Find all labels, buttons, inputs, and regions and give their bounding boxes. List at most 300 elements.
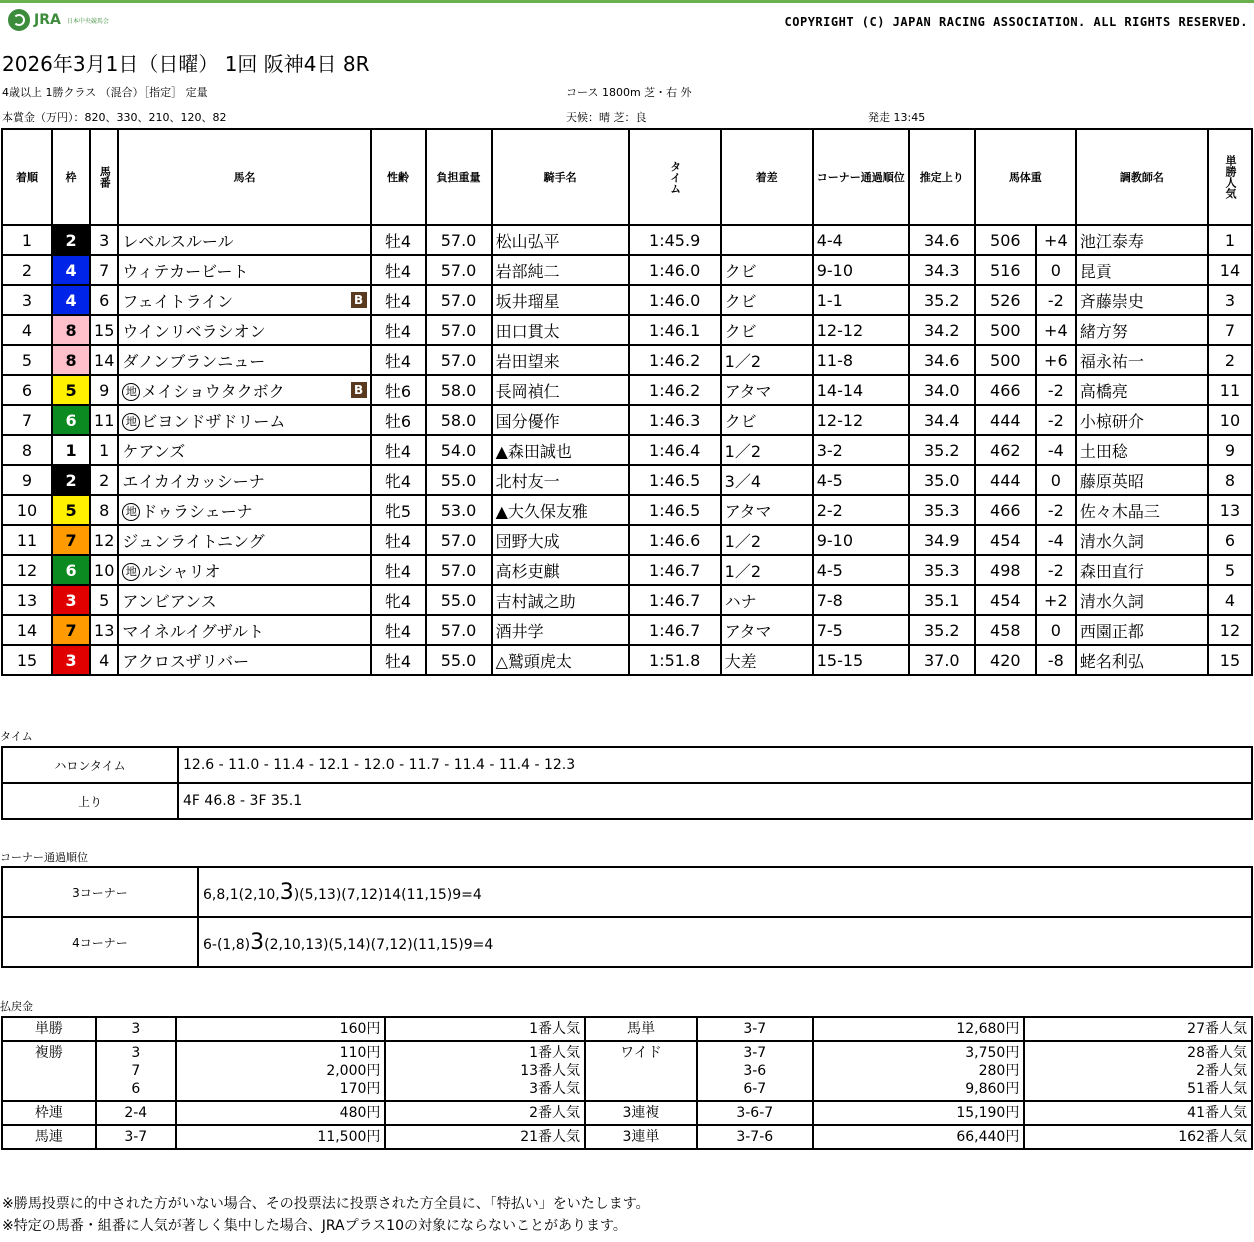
body-weight: 420 xyxy=(975,645,1036,675)
trainer-name[interactable]: 昆貢 xyxy=(1076,255,1208,285)
last-3f: 35.2 xyxy=(909,615,975,645)
trainer-name[interactable]: 高橋亮 xyxy=(1076,375,1208,405)
win-popularity: 6 xyxy=(1208,525,1252,555)
wakuren-combo: 2-4 xyxy=(96,1101,176,1125)
margin: クビ xyxy=(721,405,813,435)
trainer-name[interactable]: 緒方努 xyxy=(1076,315,1208,345)
body-weight-diff: -2 xyxy=(1036,495,1076,525)
sex-age: 牝5 xyxy=(371,495,426,525)
last-3f: 35.3 xyxy=(909,495,975,525)
corner-positions: 12-12 xyxy=(813,315,909,345)
horse-name[interactable]: メイショウタクボク xyxy=(141,381,285,401)
corner-positions: 11-8 xyxy=(813,345,909,375)
result-row xyxy=(2,615,1252,645)
col-header-sex: 性齢 xyxy=(371,129,426,225)
horse-number: 9 xyxy=(90,375,118,405)
jockey-name[interactable]: 団野大成 xyxy=(492,525,629,555)
body-weight: 500 xyxy=(975,345,1036,375)
result-row xyxy=(2,555,1252,585)
horse-name[interactable]: フェイトライン xyxy=(122,291,234,311)
race-weather: 天候：晴 芝：良 xyxy=(566,111,647,124)
margin: アタマ xyxy=(721,495,813,525)
corner-positions: 4-5 xyxy=(813,465,909,495)
corner4-leader: 3 xyxy=(250,929,265,955)
last-3f: 35.2 xyxy=(909,285,975,315)
corner-positions: 2-2 xyxy=(813,495,909,525)
result-row xyxy=(2,405,1252,435)
last-3f: 35.3 xyxy=(909,555,975,585)
umatan-pop: 27番人気 xyxy=(1024,1017,1252,1041)
last-3f: 35.0 xyxy=(909,465,975,495)
carried-weight: 57.0 xyxy=(426,555,492,585)
horse-name-cell xyxy=(118,525,370,555)
waku-number: 3 xyxy=(52,585,90,615)
tansho-combo: 3 xyxy=(96,1017,176,1041)
horse-name[interactable]: アクロスザリバー xyxy=(122,651,250,671)
carried-weight: 53.0 xyxy=(426,495,492,525)
win-popularity: 15 xyxy=(1208,645,1252,675)
horse-number: 6 xyxy=(90,285,118,315)
jockey-name[interactable]: 田口貫太 xyxy=(492,315,629,345)
horse-name[interactable]: マイネルイグザルト xyxy=(122,621,264,641)
horse-name-cell xyxy=(118,225,370,255)
finish-time: 1:45.9 xyxy=(629,225,721,255)
sanrentan-amount: 66,440円 xyxy=(813,1125,1025,1149)
horse-number: 4 xyxy=(90,645,118,675)
corner3-order: 6,8,1(2,10,3)(5,13)(7,12)14(11,15)9=4 xyxy=(198,867,1252,917)
finish-time: 1:46.5 xyxy=(629,495,721,525)
corner-positions: 7-8 xyxy=(813,585,909,615)
umaren-pop: 21番人気 xyxy=(385,1125,585,1149)
horse-name[interactable]: ジュンライトニング xyxy=(122,531,265,551)
margin: クビ xyxy=(721,255,813,285)
horse-name[interactable]: アンビアンス xyxy=(122,591,217,611)
jockey-name[interactable]: 酒井学 xyxy=(492,615,629,645)
margin: クビ xyxy=(721,285,813,315)
race-prize: 本賞金（万円）：820、330、210、120、82 xyxy=(2,111,227,124)
horse-name[interactable]: ケアンズ xyxy=(122,441,186,461)
last-3f: 34.6 xyxy=(909,225,975,255)
carried-weight: 57.0 xyxy=(426,285,492,315)
jra-logo[interactable] xyxy=(8,9,109,31)
payout-heading: 払戻金 xyxy=(0,1000,33,1013)
win-popularity: 2 xyxy=(1208,345,1252,375)
horse-name-cell xyxy=(118,315,370,345)
horse-name-cell xyxy=(118,645,370,675)
horse-name-cell xyxy=(118,345,370,375)
note-tokubarai: ※勝馬投票に的中された方がいない場合、その投票法に投票された方全員に、「特払い」をいたします。 xyxy=(2,1196,650,1212)
finish-position: 12 xyxy=(2,555,52,585)
finish-time: 1:46.0 xyxy=(629,285,721,315)
col-header-bodyweight: 馬体重 xyxy=(975,129,1076,225)
body-weight: 526 xyxy=(975,285,1036,315)
win-popularity: 4 xyxy=(1208,585,1252,615)
race-start-time: 発走 13:45 xyxy=(868,111,926,124)
waku-number: 8 xyxy=(52,315,90,345)
finish-position: 11 xyxy=(2,525,52,555)
local-horse-icon: 地 xyxy=(122,503,140,521)
result-row xyxy=(2,465,1252,495)
horse-number: 14 xyxy=(90,345,118,375)
margin: ハナ xyxy=(721,585,813,615)
col-header-weight: 負担重量 xyxy=(426,129,492,225)
body-weight: 498 xyxy=(975,555,1036,585)
horse-name-cell xyxy=(118,495,370,525)
jockey-name[interactable]: 長岡禎仁 xyxy=(492,375,629,405)
finish-time: 1:46.6 xyxy=(629,525,721,555)
time-table xyxy=(1,746,1253,820)
horse-name-cell xyxy=(118,255,370,285)
trainer-name[interactable]: 福永祐一 xyxy=(1076,345,1208,375)
finish-position: 4 xyxy=(2,315,52,345)
waku-number: 4 xyxy=(52,255,90,285)
waku-number: 6 xyxy=(52,555,90,585)
corner-positions: 12-12 xyxy=(813,405,909,435)
horse-name[interactable]: ダノンブランニュー xyxy=(122,351,266,371)
last-3f: 34.0 xyxy=(909,375,975,405)
jockey-name[interactable]: ▲大久保友雅 xyxy=(492,495,629,525)
results-table xyxy=(1,128,1253,676)
jockey-name[interactable]: 岩部純二 xyxy=(492,255,629,285)
horse-name[interactable]: ウインリベラシオン xyxy=(122,321,266,341)
jockey-name[interactable]: 高杉吏麒 xyxy=(492,555,629,585)
sex-age: 牡4 xyxy=(371,345,426,375)
body-weight-diff: -2 xyxy=(1036,555,1076,585)
win-popularity: 10 xyxy=(1208,405,1252,435)
agari-label: 上り xyxy=(2,783,178,819)
body-weight: 466 xyxy=(975,495,1036,525)
corner-positions: 7-5 xyxy=(813,615,909,645)
margin: 1／2 xyxy=(721,525,813,555)
local-horse-icon: 地 xyxy=(122,413,140,431)
corner-positions: 4-5 xyxy=(813,555,909,585)
horse-name[interactable]: ドゥラシェーナ xyxy=(141,501,253,521)
body-weight-diff: +6 xyxy=(1036,345,1076,375)
carried-weight: 57.0 xyxy=(426,525,492,555)
tansho-pop: 1番人気 xyxy=(385,1017,585,1041)
wakuren-pop: 2番人気 xyxy=(385,1101,585,1125)
result-row xyxy=(2,525,1252,555)
sanrentan-pop: 162番人気 xyxy=(1024,1125,1252,1149)
finish-position: 6 xyxy=(2,375,52,405)
corner-positions: 14-14 xyxy=(813,375,909,405)
body-weight-diff: 0 xyxy=(1036,465,1076,495)
horse-number: 7 xyxy=(90,255,118,285)
race-course: コース 1800m 芝・右 外 xyxy=(566,86,692,99)
corner-positions: 1-1 xyxy=(813,285,909,315)
umaren-label: 馬連 xyxy=(2,1125,96,1149)
result-row xyxy=(2,585,1252,615)
jockey-name[interactable]: 岩田望来 xyxy=(492,345,629,375)
col-header-name: 馬名 xyxy=(118,129,370,225)
waku-number: 5 xyxy=(52,495,90,525)
jockey-name[interactable]: 吉村誠之助 xyxy=(492,585,629,615)
last-3f: 35.2 xyxy=(909,435,975,465)
corner3-leader: 3 xyxy=(279,879,294,905)
result-row xyxy=(2,285,1252,315)
results-header-row xyxy=(2,129,1252,225)
horse-number: 5 xyxy=(90,585,118,615)
jockey-name[interactable]: 国分優作 xyxy=(492,405,629,435)
margin: 3／4 xyxy=(721,465,813,495)
result-row xyxy=(2,375,1252,405)
sex-age: 牡4 xyxy=(371,225,426,255)
win-popularity: 12 xyxy=(1208,615,1252,645)
body-weight: 454 xyxy=(975,585,1036,615)
sex-age: 牝4 xyxy=(371,585,426,615)
finish-position: 7 xyxy=(2,405,52,435)
body-weight-diff: -4 xyxy=(1036,435,1076,465)
win-popularity: 3 xyxy=(1208,285,1252,315)
sex-age: 牡4 xyxy=(371,285,426,315)
col-header-margin: 着差 xyxy=(721,129,813,225)
wakuren-label: 枠連 xyxy=(2,1101,96,1125)
sex-age: 牡4 xyxy=(371,255,426,285)
body-weight: 500 xyxy=(975,315,1036,345)
jockey-name[interactable]: △鷲頭虎太 xyxy=(492,645,629,675)
carried-weight: 57.0 xyxy=(426,615,492,645)
last-3f: 34.9 xyxy=(909,525,975,555)
finish-time: 1:46.4 xyxy=(629,435,721,465)
finish-time: 1:46.7 xyxy=(629,615,721,645)
corner4-order: 6-(1,8)3(2,10,13)(5,14)(7,12)(11,15)9=4 xyxy=(198,917,1252,967)
last-3f: 34.6 xyxy=(909,345,975,375)
result-row xyxy=(2,315,1252,345)
waku-number: 7 xyxy=(52,615,90,645)
corner-heading: コーナー通過順位 xyxy=(0,851,88,864)
local-horse-icon: 地 xyxy=(122,383,140,401)
fukusho-combos: 3 7 6 xyxy=(96,1041,176,1101)
trainer-name[interactable]: 蛯名利弘 xyxy=(1076,645,1208,675)
body-weight: 516 xyxy=(975,255,1036,285)
logo-text: JRA xyxy=(34,12,61,28)
trainer-name[interactable]: 清水久詞 xyxy=(1076,585,1208,615)
body-weight-diff: +2 xyxy=(1036,585,1076,615)
trainer-name[interactable]: 西園正都 xyxy=(1076,615,1208,645)
carried-weight: 55.0 xyxy=(426,645,492,675)
sanrenpuku-label: 3連複 xyxy=(585,1101,697,1125)
body-weight: 458 xyxy=(975,615,1036,645)
margin: アタマ xyxy=(721,375,813,405)
jockey-name[interactable]: 松山弘平 xyxy=(492,225,629,255)
sanrenpuku-pop: 41番人気 xyxy=(1024,1101,1252,1125)
result-row xyxy=(2,645,1252,675)
finish-position: 2 xyxy=(2,255,52,285)
finish-position: 9 xyxy=(2,465,52,495)
finish-position: 13 xyxy=(2,585,52,615)
waku-number: 5 xyxy=(52,375,90,405)
horse-number: 11 xyxy=(90,405,118,435)
col-header-pos: 着順 xyxy=(2,129,52,225)
race-title: 2026年3月1日（日曜） 1回 阪神4日 8R xyxy=(2,52,370,76)
finish-time: 1:46.2 xyxy=(629,345,721,375)
trainer-name[interactable]: 池江泰寿 xyxy=(1076,225,1208,255)
horse-name-cell xyxy=(118,585,370,615)
corner4-label: 4コーナー xyxy=(2,917,198,967)
corner-table xyxy=(1,866,1253,968)
corner-positions: 3-2 xyxy=(813,435,909,465)
result-row xyxy=(2,435,1252,465)
body-weight: 444 xyxy=(975,405,1036,435)
finish-position: 10 xyxy=(2,495,52,525)
margin: クビ xyxy=(721,315,813,345)
horse-name-cell xyxy=(118,435,370,465)
sex-age: 牝4 xyxy=(371,465,426,495)
body-weight: 466 xyxy=(975,375,1036,405)
body-weight: 462 xyxy=(975,435,1036,465)
win-popularity: 14 xyxy=(1208,255,1252,285)
horse-name-cell xyxy=(118,615,370,645)
wide-amounts: 3,750円 280円 9,860円 xyxy=(813,1041,1025,1101)
body-weight: 454 xyxy=(975,525,1036,555)
finish-time: 1:46.2 xyxy=(629,375,721,405)
fukusho-label: 複勝 xyxy=(2,1041,96,1101)
body-weight-diff: -2 xyxy=(1036,375,1076,405)
halon-times: 12.6 - 11.0 - 11.4 - 12.1 - 12.0 - 11.7 - 11.4 - 11.4 - 12.3 xyxy=(178,747,1252,783)
body-weight-diff: -8 xyxy=(1036,645,1076,675)
last-3f: 34.2 xyxy=(909,315,975,345)
col-header-agari: 推定上り xyxy=(909,129,975,225)
sex-age: 牡6 xyxy=(371,375,426,405)
win-popularity: 5 xyxy=(1208,555,1252,585)
finish-time: 1:46.7 xyxy=(629,585,721,615)
local-horse-icon: 地 xyxy=(122,563,140,581)
col-header-pop: 単勝人気 xyxy=(1208,129,1252,225)
finish-time: 1:46.3 xyxy=(629,405,721,435)
horse-name-cell xyxy=(118,285,370,315)
sex-age: 牡4 xyxy=(371,615,426,645)
finish-time: 1:46.1 xyxy=(629,315,721,345)
col-header-corner: コーナー通過順位 xyxy=(813,129,909,225)
carried-weight: 58.0 xyxy=(426,405,492,435)
horse-number: 15 xyxy=(90,315,118,345)
blinker-icon: B xyxy=(351,292,367,308)
horse-number: 3 xyxy=(90,225,118,255)
col-header-waku: 枠 xyxy=(52,129,90,225)
trainer-name[interactable]: 森田直行 xyxy=(1076,555,1208,585)
body-weight-diff: -4 xyxy=(1036,525,1076,555)
carried-weight: 55.0 xyxy=(426,465,492,495)
umaren-amount: 11,500円 xyxy=(176,1125,386,1149)
horse-number: 1 xyxy=(90,435,118,465)
agari-times: 4F 46.8 - 3F 35.1 xyxy=(178,783,1252,819)
horse-number: 8 xyxy=(90,495,118,525)
finish-position: 3 xyxy=(2,285,52,315)
horse-name-cell xyxy=(118,375,370,405)
horse-name-cell xyxy=(118,405,370,435)
last-3f: 37.0 xyxy=(909,645,975,675)
sanrentan-label: 3連単 xyxy=(585,1125,697,1149)
carried-weight: 58.0 xyxy=(426,375,492,405)
sex-age: 牡4 xyxy=(371,555,426,585)
margin: 1／2 xyxy=(721,555,813,585)
wide-label: ワイド xyxy=(585,1041,697,1101)
result-row xyxy=(2,255,1252,285)
finish-position: 8 xyxy=(2,435,52,465)
result-row xyxy=(2,225,1252,255)
trainer-name[interactable]: 藤原英昭 xyxy=(1076,465,1208,495)
trainer-name[interactable]: 土田稔 xyxy=(1076,435,1208,465)
body-weight-diff: -2 xyxy=(1036,405,1076,435)
win-popularity: 13 xyxy=(1208,495,1252,525)
finish-time: 1:51.8 xyxy=(629,645,721,675)
tansho-amount: 160円 xyxy=(176,1017,386,1041)
horse-number: 10 xyxy=(90,555,118,585)
waku-number: 2 xyxy=(52,225,90,255)
carried-weight: 57.0 xyxy=(426,315,492,345)
horse-number: 13 xyxy=(90,615,118,645)
sex-age: 牡4 xyxy=(371,435,426,465)
umatan-amount: 12,680円 xyxy=(813,1017,1025,1041)
body-weight: 506 xyxy=(975,225,1036,255)
body-weight-diff: +4 xyxy=(1036,225,1076,255)
body-weight-diff: 0 xyxy=(1036,255,1076,285)
horse-name[interactable]: ビヨンドザドリーム xyxy=(141,411,286,431)
horse-name-cell xyxy=(118,465,370,495)
copyright-notice: COPYRIGHT (C) JAPAN RACING ASSOCIATION. ALL RIGHTS RESERVED. xyxy=(784,15,1248,29)
horse-name[interactable]: ウィテカービート xyxy=(122,261,249,281)
carried-weight: 55.0 xyxy=(426,585,492,615)
jockey-name[interactable]: ▲森田誠也 xyxy=(492,435,629,465)
col-header-time: タイム xyxy=(629,129,721,225)
waku-number: 3 xyxy=(52,645,90,675)
body-weight-diff: -2 xyxy=(1036,285,1076,315)
jockey-name[interactable]: 北村友一 xyxy=(492,465,629,495)
carried-weight: 54.0 xyxy=(426,435,492,465)
sanrenpuku-combo: 3-6-7 xyxy=(697,1101,813,1125)
wakuren-amount: 480円 xyxy=(176,1101,386,1125)
finish-position: 15 xyxy=(2,645,52,675)
win-popularity: 11 xyxy=(1208,375,1252,405)
horse-name-cell xyxy=(118,555,370,585)
last-3f: 34.3 xyxy=(909,255,975,285)
sanrentan-combo: 3-7-6 xyxy=(697,1125,813,1149)
horse-name[interactable]: エイカイカッシーナ xyxy=(122,471,265,491)
waku-number: 4 xyxy=(52,285,90,315)
fukusho-amounts: 110円 2,000円 170円 xyxy=(176,1041,386,1101)
horse-name[interactable]: ルシャリオ xyxy=(141,561,221,581)
corner-positions: 9-10 xyxy=(813,255,909,285)
margin: 1／2 xyxy=(721,345,813,375)
horse-name[interactable]: レベルスルール xyxy=(122,231,234,251)
race-condition: 4歳以上 1勝クラス （混合）［指定］ 定量 xyxy=(2,86,208,99)
col-header-trainer: 調教師名 xyxy=(1076,129,1208,225)
trainer-name[interactable]: 小椋研介 xyxy=(1076,405,1208,435)
trainer-name[interactable]: 清水久詞 xyxy=(1076,525,1208,555)
corner-positions: 4-4 xyxy=(813,225,909,255)
win-popularity: 7 xyxy=(1208,315,1252,345)
wide-pops: 28番人気 2番人気 51番人気 xyxy=(1024,1041,1252,1101)
trainer-name[interactable]: 斉藤崇史 xyxy=(1076,285,1208,315)
result-row xyxy=(2,345,1252,375)
sex-age: 牡4 xyxy=(371,645,426,675)
top-bar xyxy=(0,0,1254,34)
waku-number: 6 xyxy=(52,405,90,435)
umaren-combo: 3-7 xyxy=(96,1125,176,1149)
waku-number: 1 xyxy=(52,435,90,465)
trainer-name[interactable]: 佐々木晶三 xyxy=(1076,495,1208,525)
win-popularity: 8 xyxy=(1208,465,1252,495)
sex-age: 牡4 xyxy=(371,315,426,345)
tansho-label: 単勝 xyxy=(2,1017,96,1041)
finish-time: 1:46.7 xyxy=(629,555,721,585)
win-popularity: 1 xyxy=(1208,225,1252,255)
umatan-combo: 3-7 xyxy=(697,1017,813,1041)
finish-position: 5 xyxy=(2,345,52,375)
blinker-icon: B xyxy=(351,382,367,398)
win-popularity: 9 xyxy=(1208,435,1252,465)
jockey-name[interactable]: 坂井瑠星 xyxy=(492,285,629,315)
